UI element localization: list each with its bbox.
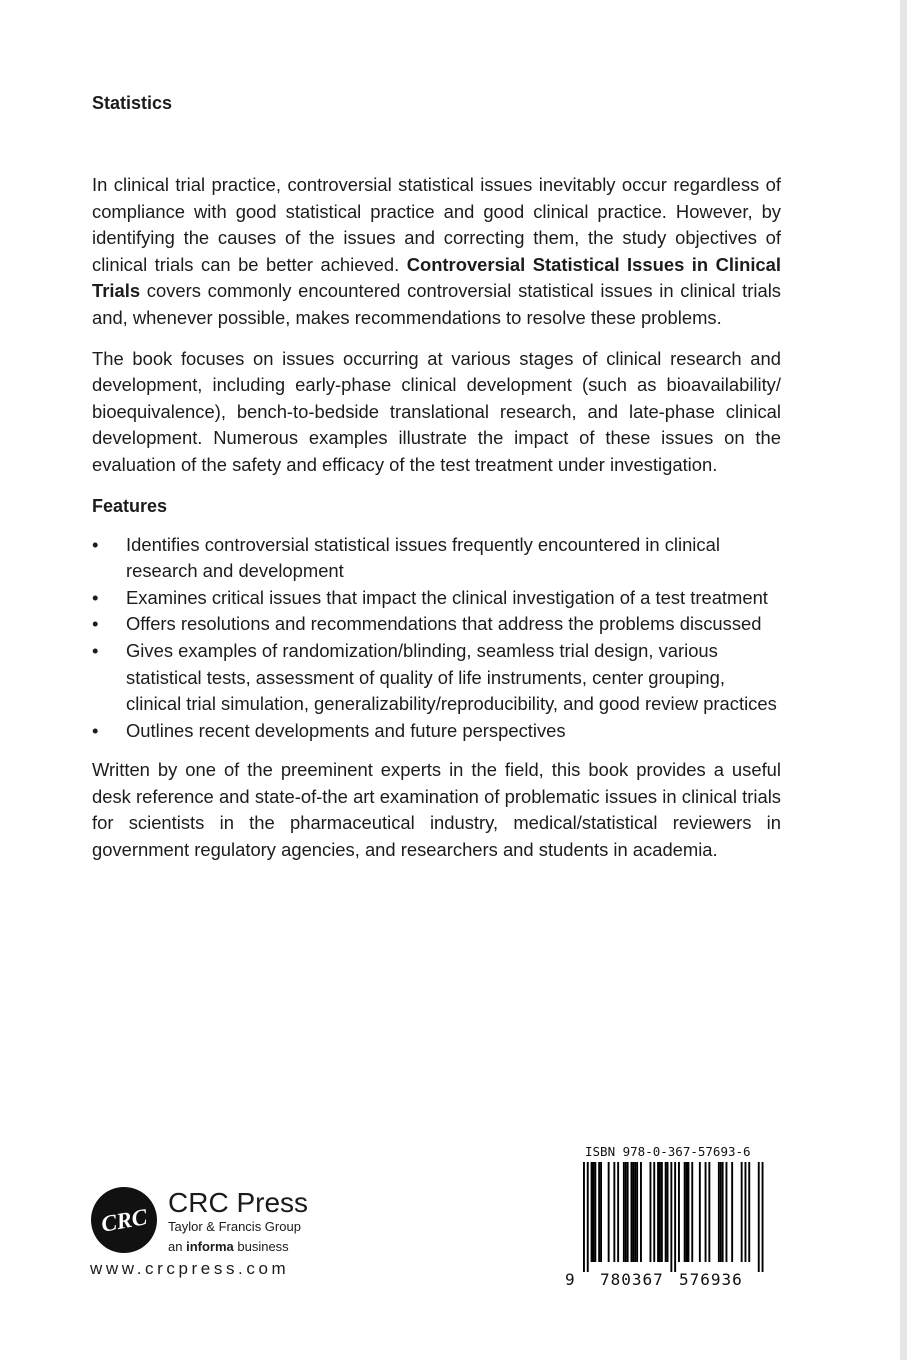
barcode-bar bbox=[667, 1162, 669, 1262]
barcode-bar bbox=[613, 1162, 615, 1262]
publisher-business bbox=[168, 1239, 289, 1255]
barcode-graphic bbox=[563, 1160, 773, 1290]
barcode-bar bbox=[650, 1162, 652, 1262]
barcode-bars bbox=[583, 1162, 764, 1272]
focus-paragraph: The book focuses on issues occurring at various stages of clinical research and development, including early-phase clinical development (such as bioavailability/ bioequivalence), bench-to-bedside translational research, and late-phase clinical development. Numerous examples illustrate the impact of these issues on the evaluation of the safety and efficacy of the test treatment under investigation. bbox=[92, 347, 781, 475]
intro-text-end: covers commonly encountered controversial statistical issues in clinical trials and, whenever possible, makes recommendations to resolve these problems. bbox=[92, 280, 781, 328]
page-edge bbox=[900, 0, 907, 1360]
barcode-bar bbox=[718, 1162, 720, 1262]
barcode-bar bbox=[634, 1162, 636, 1262]
feature-text: Identifies controversial statistical issues frequently encountered in clinical research and development bbox=[126, 533, 720, 582]
features-list bbox=[92, 532, 781, 745]
bullet-icon: • bbox=[92, 586, 99, 608]
intro-text-start: In clinical trial practice, controversial statistical issues inevitably occur regardless of compliance with good statistical practice and good clinical practice. However, by identifying the causes of the issues and correcting them, the study objectives of clinical trials can be better achieved. bbox=[92, 174, 781, 275]
feature-item bbox=[92, 638, 781, 718]
barcode-bar bbox=[627, 1162, 629, 1262]
business-prefix: an bbox=[168, 1239, 187, 1254]
barcode-bar bbox=[623, 1162, 625, 1262]
barcode-bar bbox=[741, 1162, 743, 1262]
barcode-first-digit: 9 bbox=[565, 1270, 575, 1289]
barcode-right-digits: 576936 bbox=[679, 1270, 743, 1289]
feature-item bbox=[92, 611, 781, 638]
barcode-bar bbox=[659, 1162, 661, 1262]
barcode-bar bbox=[631, 1162, 633, 1262]
feature-text: Outlines recent developments and future perspectives bbox=[126, 719, 566, 741]
isbn-label: ISBN 978-0-367-57693-6 bbox=[585, 1144, 751, 1159]
barcode-bar bbox=[731, 1162, 733, 1262]
category-label: Statistics bbox=[92, 93, 173, 113]
crc-logo-icon bbox=[90, 1186, 158, 1254]
publisher-group: Taylor & Francis Group bbox=[168, 1219, 301, 1234]
barcode-bar bbox=[608, 1162, 610, 1262]
barcode-bar bbox=[686, 1162, 688, 1262]
barcode-bar bbox=[657, 1162, 659, 1262]
feature-text: Gives examples of randomization/blinding, seamless trial design, various statistical tests, assessment of quality of life instruments, center grouping, clinical trial simulation, generalizability/reproducibility, and good review practices bbox=[126, 639, 777, 715]
bullet-icon: • bbox=[92, 533, 99, 555]
barcode-bar bbox=[720, 1162, 722, 1262]
isbn-barcode bbox=[563, 1144, 773, 1290]
barcode-bar bbox=[726, 1162, 728, 1262]
barcode-bar bbox=[617, 1162, 619, 1262]
bullet-icon: • bbox=[92, 639, 99, 661]
business-bold: informa bbox=[186, 1239, 234, 1254]
feature-item bbox=[92, 718, 781, 745]
barcode-bar bbox=[745, 1162, 747, 1262]
barcode-bar bbox=[625, 1162, 627, 1262]
features-heading: Features bbox=[92, 495, 168, 516]
barcode-bar bbox=[688, 1162, 690, 1262]
barcode-bar bbox=[587, 1162, 589, 1272]
bullet-icon: • bbox=[92, 719, 99, 741]
barcode-bar bbox=[665, 1162, 667, 1262]
barcode-bar bbox=[762, 1162, 764, 1272]
feature-item bbox=[92, 585, 781, 612]
barcode-bar bbox=[598, 1162, 600, 1262]
barcode-bar bbox=[594, 1162, 596, 1262]
barcode-bar bbox=[593, 1162, 595, 1262]
barcode-bar bbox=[632, 1162, 634, 1262]
feature-item bbox=[92, 532, 781, 585]
barcode-bar bbox=[600, 1162, 602, 1262]
barcode-bar bbox=[591, 1162, 593, 1262]
intro-paragraph bbox=[92, 172, 781, 332]
barcode-bar bbox=[748, 1162, 750, 1262]
barcode-bar bbox=[678, 1162, 680, 1262]
barcode-bar bbox=[699, 1162, 701, 1262]
barcode-bar bbox=[758, 1162, 760, 1272]
barcode-bar bbox=[684, 1162, 686, 1262]
book-title: Controversial Statistical Issues in Clinical Trials bbox=[92, 253, 781, 302]
barcode-bar bbox=[674, 1162, 676, 1272]
barcode-bar bbox=[691, 1162, 693, 1262]
barcode-bar bbox=[636, 1162, 638, 1262]
back-cover-content bbox=[92, 91, 781, 878]
barcode-bar bbox=[583, 1162, 585, 1272]
business-suffix: business bbox=[233, 1239, 289, 1254]
barcode-bar bbox=[670, 1162, 672, 1272]
bullet-icon: • bbox=[92, 613, 99, 635]
barcode-bar bbox=[708, 1162, 710, 1262]
feature-text: Offers resolutions and recommendations that address the problems discussed bbox=[126, 613, 762, 635]
barcode-left-digits: 780367 bbox=[600, 1270, 664, 1289]
barcode-bar bbox=[722, 1162, 724, 1262]
logo-lettering: CRC bbox=[99, 1204, 149, 1237]
barcode-bar bbox=[640, 1162, 642, 1262]
barcode-bar bbox=[705, 1162, 707, 1262]
barcode-bar bbox=[653, 1162, 655, 1262]
closing-paragraph: Written by one of the preeminent experts in the field, this book provides a useful desk reference and state-of-the art examination of problematic issues in clinical trials for scientists in the pharmaceutical industry, medical/statistical reviewers in government regulatory agencies, and researchers and students in academia. bbox=[92, 759, 781, 861]
publisher-name: CRC Press bbox=[168, 1187, 309, 1218]
feature-text: Examines critical issues that impact the clinical investigation of a test treatment bbox=[126, 586, 768, 608]
barcode-bar bbox=[661, 1162, 663, 1262]
publisher-block bbox=[90, 1186, 330, 1286]
publisher-website: www.crcpress.com bbox=[90, 1259, 290, 1278]
